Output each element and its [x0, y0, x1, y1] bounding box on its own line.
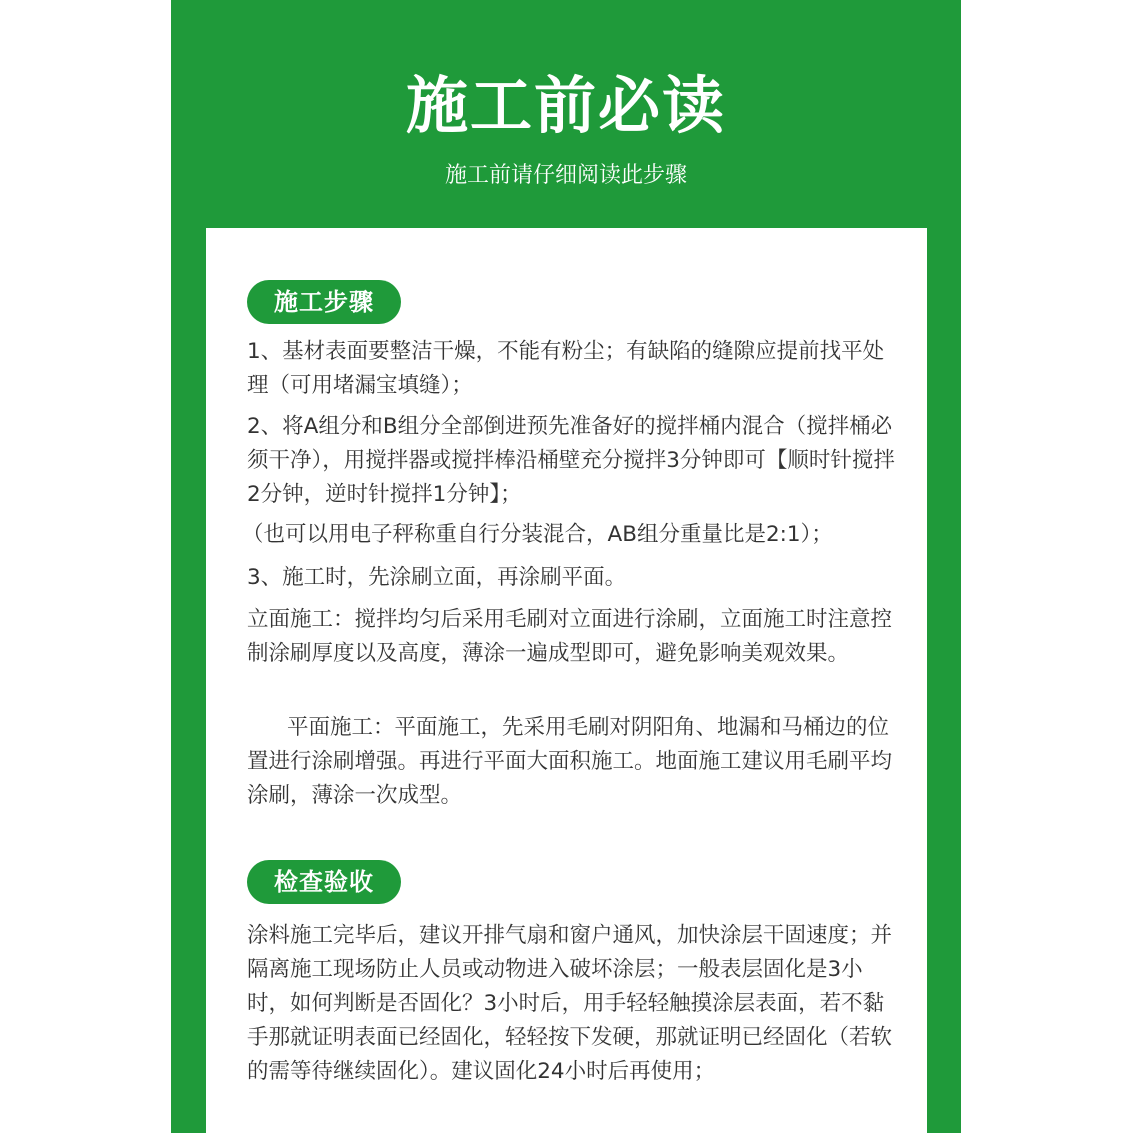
page-title: 施工前必读 — [405, 69, 726, 142]
step-3-paragraph: 3、施工时，先涂刷立面，再涂刷平面。 — [247, 565, 627, 590]
step-2-paragraph: 2、将A组分和B组分全部倒进预先准备好的搅拌桶内混合（搅拌桶必须干净），用搅拌器或搅拌棒沿桶壁充分搅拌3分钟即可【顺时针搅拌2分钟，逆时针搅拌1分钟】； — [247, 414, 895, 507]
ratio-note-paragraph: （也可以用电子秤称重自行分装混合，AB组分重量比是2:1）； — [242, 522, 833, 547]
page-subtitle: 施工前请仔细阅读此步骤 — [444, 163, 687, 188]
step-1-paragraph: 1、基材表面要整洁干燥，不能有粉尘；有缺陷的缝隙应提前找平处理（可用堵漏宝填缝）； — [247, 339, 885, 398]
content-card — [206, 228, 927, 1133]
section-heading-steps: 施工步骤 — [247, 280, 401, 324]
vertical-application-paragraph: 立面施工：搅拌均匀后采用毛刷对立面进行涂刷，立面施工时注意控制涂刷厚度以及高度，薄涂一遍成型即可，避免影响美观效果。 — [247, 607, 893, 666]
horizontal-application-paragraph: 平面施工：平面施工，先采用毛刷对阴阳角、地漏和马桶边的位置进行涂刷增强。再进行平面大面积施工。地面施工建议用毛刷平均涂刷，薄涂一次成型。 — [247, 715, 893, 808]
section-heading-inspection: 检查验收 — [247, 860, 401, 904]
inspection-paragraph: 涂料施工完毕后，建议开排气扇和窗户通风，加快涂层干固速度；并隔离施工现场防止人员或动物进入破坏涂层；一般表层固化是3小时，如何判断是否固化？3小时后，用手轻轻触摸涂层表面，若不黏手那就证明表面已经固化，轻轻按下发硬，那就证明已经固化（若软的需等待继续固化）。建议固化24小时后再使用； — [247, 923, 893, 1084]
